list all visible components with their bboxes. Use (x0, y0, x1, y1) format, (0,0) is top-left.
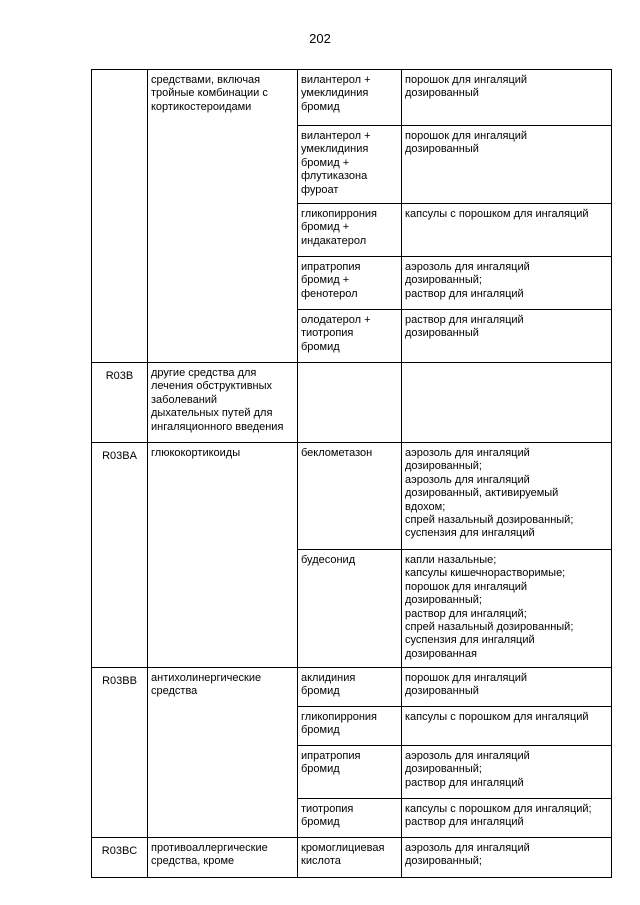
drug-name-line: ипратропия (301, 261, 361, 273)
drug-name-cell (298, 443, 402, 550)
dosage-form-cell (402, 550, 612, 668)
group-name-cell (148, 70, 298, 363)
dosage-form-line: капсулы с порошком для ингаляций (405, 711, 589, 723)
dosage-form-line: дозированная (405, 647, 477, 660)
drug-name-line: аклидиния (301, 672, 356, 684)
drug-name-line: беклометазон (301, 447, 373, 459)
table-row (92, 668, 612, 707)
drug-name-line: тиотропия (301, 327, 354, 340)
dosage-form-line: дозированный; (405, 763, 482, 776)
group-name-line: глюкокортикоиды (151, 447, 241, 459)
dosage-form-line: спрей назальный дозированный; (405, 621, 574, 634)
drug-name-line: бромид (301, 340, 340, 353)
dosage-form-line: дозированный, активируемый (405, 487, 559, 500)
page-number: 202 (309, 31, 331, 46)
drug-name-cell (298, 799, 402, 838)
drug-name-line: кромоглициевая (301, 842, 385, 854)
dosage-form-line: суспензия для ингаляций (405, 634, 535, 647)
drug-name-cell (298, 204, 402, 257)
table-row (92, 363, 612, 443)
dosage-form-line: дозированный (405, 327, 479, 340)
dosage-form-cell (402, 70, 612, 126)
group-name-cell (148, 363, 298, 443)
drug-name-line: флутиказона (301, 170, 368, 183)
drug-name-cell (298, 257, 402, 310)
drug-name-cell (298, 668, 402, 707)
dosage-form-line: аэрозоль для ингаляций (405, 447, 530, 459)
dosage-form-line: раствор для ингаляций (405, 287, 524, 300)
dosage-form-line: аэрозоль для ингаляций (405, 473, 530, 486)
group-name-line: средствами, включая (151, 74, 261, 86)
dosage-form-cell (402, 707, 612, 746)
dosage-form-line: дозированный; (405, 855, 482, 868)
dosage-form-line: капсулы с порошком для ингаляций (405, 208, 589, 220)
dosage-form-cell (402, 799, 612, 838)
drug-name-line: фенотерол (301, 287, 358, 300)
group-name-cell (148, 443, 298, 668)
drug-name-cell (298, 550, 402, 668)
group-name-line: кортикостероидами (151, 100, 252, 113)
table-row (92, 70, 612, 126)
drug-name-cell (298, 707, 402, 746)
drug-name-line: индакатерол (301, 234, 367, 247)
atc-code-cell: R03BA (92, 443, 148, 668)
dosage-form-line: дозированный (405, 87, 479, 100)
group-name-cell (148, 838, 298, 878)
atc-code-cell: R03BC (92, 838, 148, 878)
dosage-form-cell (402, 746, 612, 799)
dosage-form-line: аэрозоль для ингаляций (405, 750, 530, 762)
drug-name-line: бромид (301, 724, 340, 737)
dosage-form-line: дозированный (405, 143, 479, 156)
drug-name-line: умеклидиния (301, 87, 369, 100)
group-name-line: другие средства для (151, 367, 257, 379)
drug-name-line: фуроат (301, 183, 339, 196)
atc-code-cell: R03B (92, 363, 148, 443)
group-name-line: средства, кроме (151, 855, 235, 868)
dosage-form-line: суспензия для ингаляций (405, 527, 535, 540)
drug-name-line: кислота (301, 855, 341, 868)
table-row (92, 443, 612, 550)
dosage-form-cell (402, 668, 612, 707)
atc-code-cell: R03BB (92, 668, 148, 838)
group-name-cell (148, 668, 298, 838)
dosage-form-line: раствор для ингаляций; (405, 607, 527, 620)
dosage-form-line: спрей назальный дозированный; (405, 514, 574, 527)
group-name-line: лечения обструктивных (151, 380, 273, 393)
dosage-form-cell (402, 204, 612, 257)
dosage-form-line: аэрозоль для ингаляций (405, 842, 530, 854)
group-name-line: тройные комбинации с (151, 87, 268, 100)
dosage-form-line: порошок для ингаляций (405, 74, 528, 86)
dosage-form-line: дозированный; (405, 594, 482, 607)
drug-name-line: гликопиррония (301, 711, 378, 723)
dosage-form-line: капли назальные; (405, 554, 497, 566)
drug-name-line: вилантерол + (301, 74, 371, 86)
dosage-form-cell (402, 126, 612, 204)
drug-table (91, 69, 612, 878)
drug-name-line: бромид (301, 816, 340, 829)
drug-name-cell (298, 70, 402, 126)
dosage-form-line: вдохом; (405, 500, 446, 513)
dosage-form-cell (402, 363, 612, 443)
drug-name-line: олодатерол + (301, 314, 371, 326)
dosage-form-line: порошок для ингаляций (405, 580, 528, 593)
drug-name-line: бромид + (301, 156, 350, 169)
dosage-form-line: капсулы с порошком для ингаляций; (405, 803, 592, 815)
drug-name-line: будесонид (301, 554, 356, 566)
dosage-form-line: дозированный; (405, 460, 482, 473)
drug-name-line: бромид (301, 685, 340, 698)
dosage-form-line: раствор для ингаляций (405, 816, 524, 829)
dosage-form-line: раствор для ингаляций (405, 314, 524, 326)
drug-name-line: тиотропия (301, 803, 354, 815)
dosage-form-line: аэрозоль для ингаляций (405, 261, 530, 273)
dosage-form-cell (402, 443, 612, 550)
drug-name-line: бромид + (301, 221, 350, 234)
drug-name-cell (298, 126, 402, 204)
group-name-line: дыхательных путей для (151, 407, 273, 420)
dosage-form-line: капсулы кишечнорастворимые; (405, 567, 566, 580)
drug-name-line: бромид (301, 763, 340, 776)
drug-name-line: гликопиррония (301, 208, 378, 220)
drug-name-line: бромид (301, 100, 340, 113)
dosage-form-cell (402, 257, 612, 310)
dosage-form-line: порошок для ингаляций (405, 672, 528, 684)
dosage-form-line: дозированный; (405, 274, 482, 287)
drug-name-cell (298, 746, 402, 799)
group-name-line: заболеваний (151, 393, 218, 406)
table-row (92, 838, 612, 878)
drug-name-line: бромид + (301, 274, 350, 287)
group-name-line: противоаллергические (151, 842, 268, 854)
drug-name-cell (298, 310, 402, 363)
atc-code-cell (92, 70, 148, 363)
dosage-form-line: раствор для ингаляций (405, 776, 524, 789)
drug-name-cell (298, 838, 402, 878)
group-name-line: ингаляционного введения (151, 420, 284, 433)
drug-name-cell (298, 363, 402, 443)
dosage-form-cell (402, 838, 612, 878)
drug-name-line: вилантерол + (301, 130, 371, 142)
dosage-form-cell (402, 310, 612, 363)
dosage-form-line: дозированный (405, 685, 479, 698)
group-name-line: антихолинергические (151, 672, 262, 684)
drug-name-line: ипратропия (301, 750, 361, 762)
dosage-form-line: порошок для ингаляций (405, 130, 528, 142)
group-name-line: средства (151, 685, 198, 698)
drug-name-line: умеклидиния (301, 143, 369, 156)
